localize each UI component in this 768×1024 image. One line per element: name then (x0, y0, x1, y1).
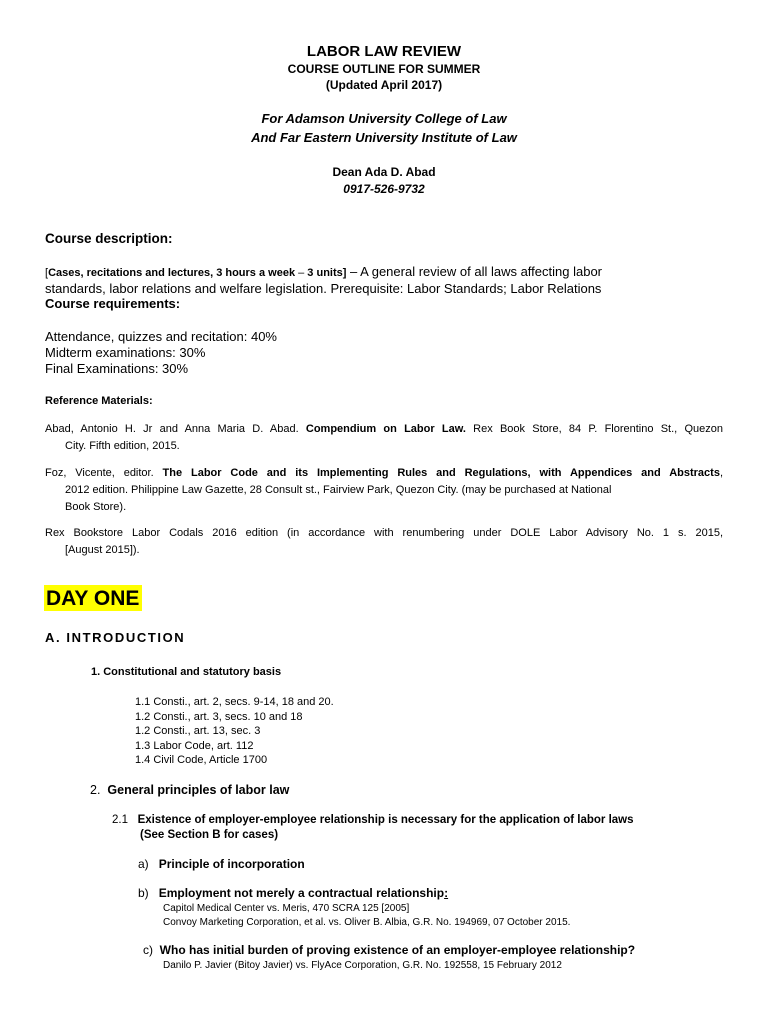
reference-item: Foz, Vicente, editor. The Labor Code and its Implementing Rules and Regulations, with Appendices and Abstracts, 2012 edition. Philippine Law Gazette, 28 Consult st., Fairview Park, Quezon City. (may be purchased at National Book Store). (45, 467, 723, 513)
reference-item: Rex Bookstore Labor Codals 2016 edition (in accordance with renumbering under DOLE Labor Advisory No. 1 s. 2015, [August 2015]). (45, 527, 723, 556)
list-item: 1.2 Consti., art. 3, secs. 10 and 18 (135, 710, 303, 723)
item-b: b) Employment not merely a contractual relationship: (138, 886, 449, 900)
requirement-item: Attendance, quizzes and recitation: 40% (45, 329, 277, 344)
list-item: 1.2 Consti., art. 13, sec. 3 (135, 725, 261, 738)
course-description-heading: Course description: (45, 231, 173, 246)
course-requirements-heading: Course requirements: (45, 296, 181, 311)
item-2-heading: 2. General principles of labor law (90, 783, 290, 797)
requirement-item: Final Examinations: 30% (45, 361, 189, 376)
item-b-cases (163, 902, 570, 930)
case-citation: Capitol Medical Center vs. Meris, 470 SCRA 125 [2005] (163, 903, 410, 914)
reference-materials-heading: Reference Materials: (45, 395, 153, 407)
school-line-2: And Far Eastern University Institute of Law (251, 130, 517, 145)
reference-item: Abad, Antonio H. Jr and Anna Maria D. Abad. Compendium on Labor Law. Rex Book Store, 84 P. Florentino St., Quezon City. Fifth edition, 2015. (45, 423, 723, 452)
case-citation: Danilo P. Javier (Bitoy Javier) vs. FlyAce Corporation, G.R. No. 192558, 15 February 2012 (163, 960, 562, 971)
course-description-text: [Cases, recitations and lectures, 3 hours a week – 3 units] – A general review of all laws affecting labor standards, labor relations and welfare legislation. Prerequisite: Labor Standards; Labor Relations (45, 264, 602, 296)
document-subtitle: COURSE OUTLINE FOR SUMMER (287, 62, 481, 76)
list-item: 1.1 Consti., art. 2, secs. 9-14, 18 and 20. (135, 696, 334, 708)
document-title: LABOR LAW REVIEW (306, 43, 462, 60)
school-line-1: For Adamson University College of Law (261, 111, 507, 126)
dean-name: Dean Ada D. Abad (332, 165, 436, 179)
list-item: 1.3 Labor Code, art. 112 (135, 739, 254, 752)
course-requirements-list (45, 329, 277, 377)
item-2-1: 2.1 Existence of employer-employee relationship is necessary for the application of labor laws (See Section B for cases) (112, 814, 634, 841)
sub-items-list (135, 695, 334, 768)
dean-phone: 0917-526-9732 (343, 182, 425, 196)
case-citation: Convoy Marketing Corporation, et al. vs. Oliver B. Albia, G.R. No. 194969, 07 October 2015. (163, 917, 571, 928)
item-1-heading: 1. Constitutional and statutory basis (91, 666, 282, 678)
updated-date: (Updated April 2017) (325, 78, 443, 92)
requirement-item: Midterm examinations: 30% (45, 345, 206, 360)
item-a: a) Principle of incorporation (138, 857, 305, 871)
item-c: c) Who has initial burden of proving existence of an employer-employee relationship? (143, 943, 636, 957)
section-a-heading: A. INTRODUCTION (45, 630, 186, 645)
list-item: 1.4 Civil Code, Article 1700 (135, 754, 268, 767)
day-one-heading: DAY ONE (44, 585, 142, 611)
